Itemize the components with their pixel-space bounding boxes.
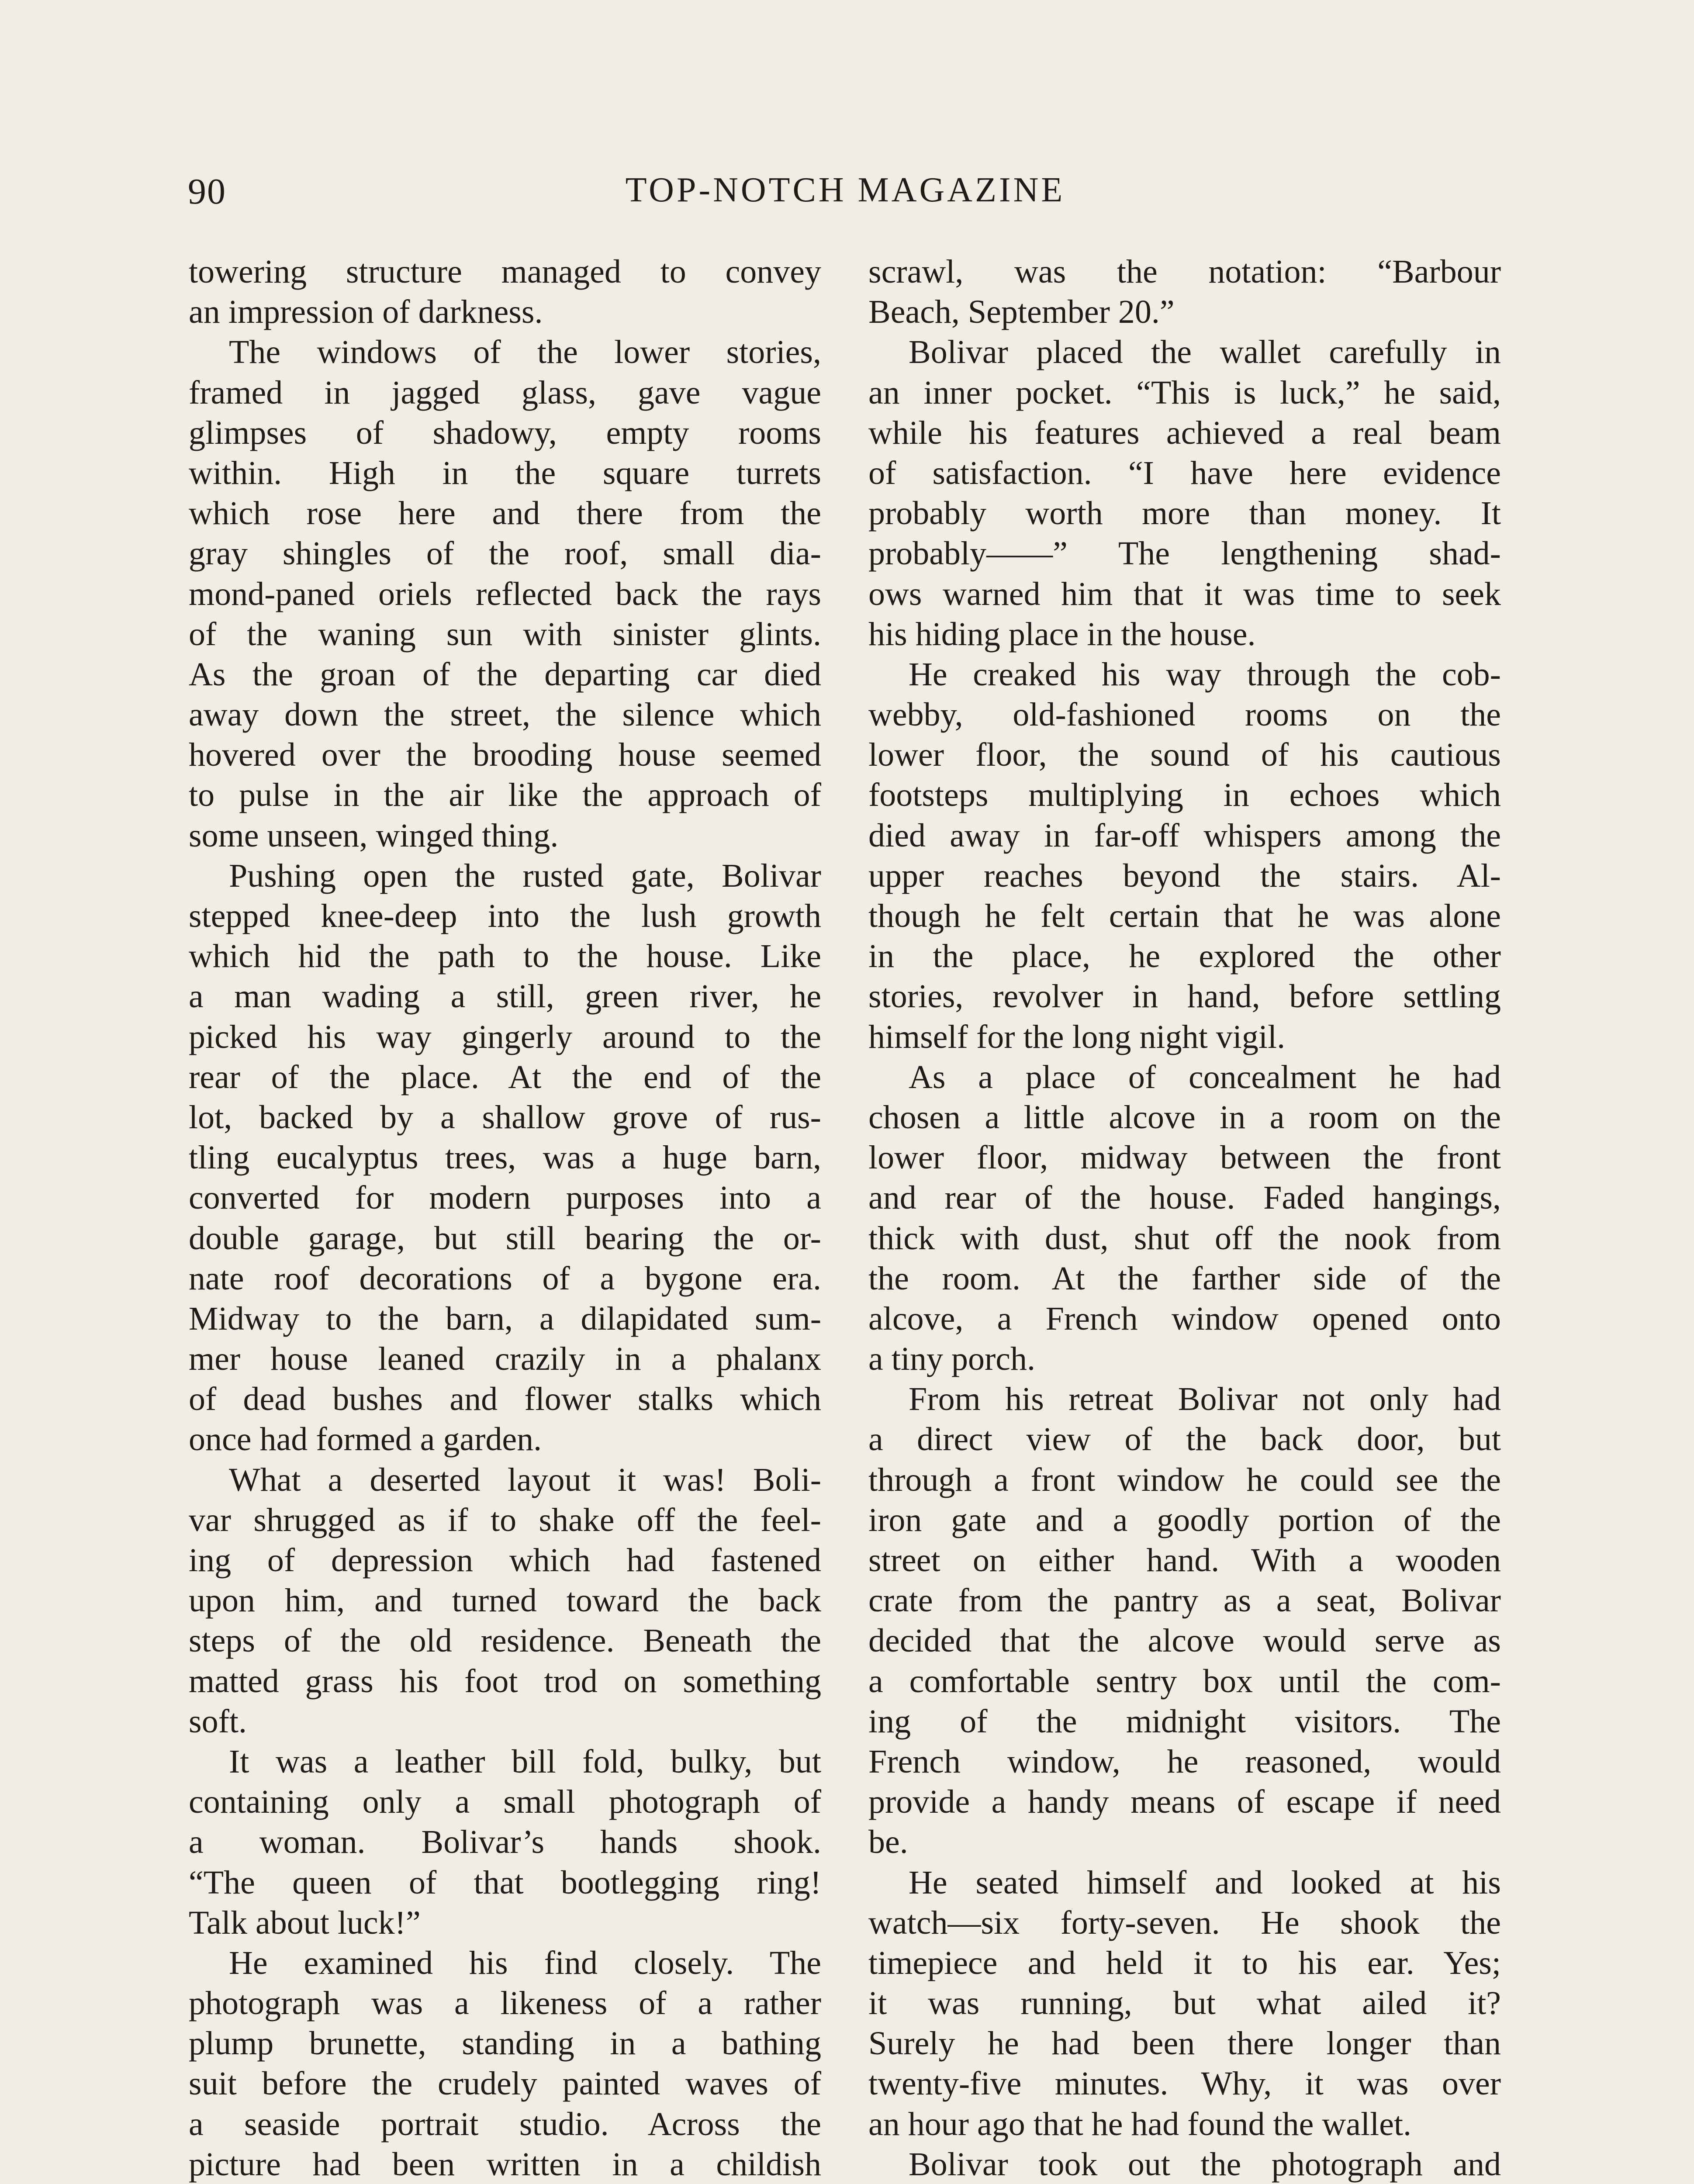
text-line: be. [868,1824,908,1861]
text-line: ing of the midnight visitors. The [868,1703,1501,1740]
text-line: footsteps multiplying in echoes which [868,777,1501,814]
text-line: rear of the place. At the end of the [189,1058,821,1095]
text-line: crate from the pantry as a seat, Bolivar [868,1582,1501,1619]
text-line: while his features achieved a real beam [868,414,1501,451]
text-line: away down the street, the silence which [189,696,821,733]
text-line: Bolivar placed the wallet carefully in [909,334,1501,371]
text-line: matted grass his foot trod on something [189,1662,821,1700]
text-line: scrawl, was the notation: “Barbour [868,253,1501,290]
text-line: an impression of darkness. [189,294,543,331]
text-line: in the place, he explored the other [868,938,1501,975]
text-line: converted for modern purposes into a [189,1179,821,1216]
text-line: street on either hand. With a wooden [868,1542,1501,1579]
text-line: chosen a little alcove in a room on the [868,1099,1501,1136]
running-head: TOP-NOTCH MAGAZINE [625,171,1065,209]
text-line: of satisfaction. “I have here evidence [868,454,1501,491]
text-line: to pulse in the air like the approach of [189,777,821,814]
text-line: probably——” The lengthening shad- [868,535,1501,572]
page-number: 90 [188,171,226,212]
text-line: Pushing open the rusted gate, Bolivar [229,857,821,894]
text-line: containing only a small photograph of [189,1783,821,1821]
text-line: Talk about luck!” [189,1904,421,1941]
text-line: timepiece and held it to his ear. Yes; [868,1944,1501,1981]
text-line: watch—six forty-seven. He shook the [868,1904,1501,1941]
text-line: of dead bushes and flower stalks which [189,1381,821,1418]
text-line: and rear of the house. Faded hangings, [868,1179,1501,1216]
text-line: Bolivar took out the photograph and [909,2146,1501,2183]
text-line: twenty-five minutes. Why, it was over [868,2065,1501,2102]
text-line: his hiding place in the house. [868,615,1256,653]
text-line: glimpses of shadowy, empty rooms [189,414,821,451]
text-line: a seaside portrait studio. Across the [189,2105,821,2143]
text-line: decided that the alcove would serve as [868,1622,1501,1659]
text-line: Surely he had been there longer than [868,2025,1501,2062]
text-line: double garage, but still bearing the or- [189,1220,821,1257]
text-line: upon him, and turned toward the back [189,1582,821,1619]
text-line: a comfortable sentry box until the com- [868,1662,1501,1700]
text-line: a woman. Bolivar’s hands shook. [189,1824,821,1861]
text-line: webby, old-fashioned rooms on the [868,696,1501,733]
text-line: picked his way gingerly around to the [189,1018,821,1055]
text-line: lot, backed by a shallow grove of rus- [189,1099,821,1136]
text-line: picture had been written in a childish [189,2146,821,2183]
text-line: From his retreat Bolivar not only had [909,1381,1501,1418]
text-column-right [868,252,1501,2184]
text-line: The windows of the lower stories, [229,334,821,371]
text-line: some unseen, winged thing. [189,817,559,854]
text-line: He examined his find closely. The [229,1944,821,1981]
text-line: photograph was a likeness of a rather [189,1985,821,2022]
text-line: hovered over the brooding house seemed [189,736,821,774]
text-line: iron gate and a goodly portion of the [868,1501,1501,1538]
text-line: He seated himself and looked at his [909,1864,1501,1901]
text-line: thick with dust, shut off the nook from [868,1220,1501,1257]
text-line: stepped knee-deep into the lush growth [189,898,821,934]
text-line: steps of the old residence. Beneath the [189,1622,821,1659]
text-line: himself for the long night vigil. [868,1018,1286,1055]
text-line: died away in far-off whispers among the [868,817,1501,854]
text-line: lower floor, midway between the front [868,1139,1501,1176]
text-line: it was running, but what ailed it? [868,1985,1501,2022]
text-line: provide a handy means of escape if need [868,1783,1501,1821]
text-line: ows warned him that it was time to seek [868,575,1501,612]
text-line: suit before the crudely painted waves of [189,2065,821,2102]
text-line: Midway to the barn, a dilapidated sum- [189,1300,821,1337]
text-line: What a deserted layout it was! Boli- [229,1461,821,1498]
text-line: mer house leaned crazily in a phalanx [189,1341,821,1378]
text-column-left [189,252,821,2184]
text-line: gray shingles of the roof, small dia- [189,535,821,572]
text-line: a man wading a still, green river, he [189,978,821,1015]
text-line: within. High in the square turrets [189,454,821,491]
text-line: As a place of concealment he had [909,1058,1501,1095]
text-line: upper reaches beyond the stairs. Al- [868,857,1501,894]
text-line: an hour ago that he had found the wallet. [868,2105,1412,2143]
text-line: nate roof decorations of a bygone era. [189,1260,821,1297]
text-line: through a front window he could see the [868,1461,1501,1498]
page-header [188,170,1503,236]
text-line: Beach, September 20.” [868,294,1175,331]
text-line: an inner pocket. “This is luck,” he said, [868,374,1501,411]
text-line: which hid the path to the house. Like [189,938,821,975]
text-line: a direct view of the back door, but [868,1421,1501,1458]
text-line: lower floor, the sound of his cautious [868,736,1501,774]
text-line: French window, he reasoned, would [868,1743,1501,1780]
text-line: He creaked his way through the cob- [909,656,1501,693]
text-line: plump brunette, standing in a bathing [189,2025,821,2062]
text-line: a tiny porch. [868,1341,1036,1378]
text-line: ing of depression which had fastened [189,1542,821,1579]
text-line: var shrugged as if to shake off the feel- [189,1501,821,1538]
text-line: though he felt certain that he was alone [868,898,1501,934]
text-line: of the waning sun with sinister glints. [189,615,821,653]
text-line: stories, revolver in hand, before settling [868,978,1501,1015]
text-line: probably worth more than money. It [868,495,1501,532]
text-line: “The queen of that bootlegging ring! [189,1864,821,1901]
text-line: tling eucalyptus trees, was a huge barn, [189,1139,821,1176]
text-line: which rose here and there from the [189,495,821,532]
text-line: towering structure managed to convey [189,253,821,290]
text-line: mond-paned oriels reflected back the rays [189,575,821,612]
text-line: As the groan of the departing car died [189,656,821,693]
text-line: framed in jagged glass, gave vague [189,374,821,411]
text-line: once had formed a garden. [189,1421,542,1458]
text-line: It was a leather bill fold, bulky, but [229,1743,821,1780]
text-line: the room. At the farther side of the [868,1260,1501,1297]
text-line: alcove, a French window opened onto [868,1300,1501,1337]
text-line: soft. [189,1703,247,1740]
